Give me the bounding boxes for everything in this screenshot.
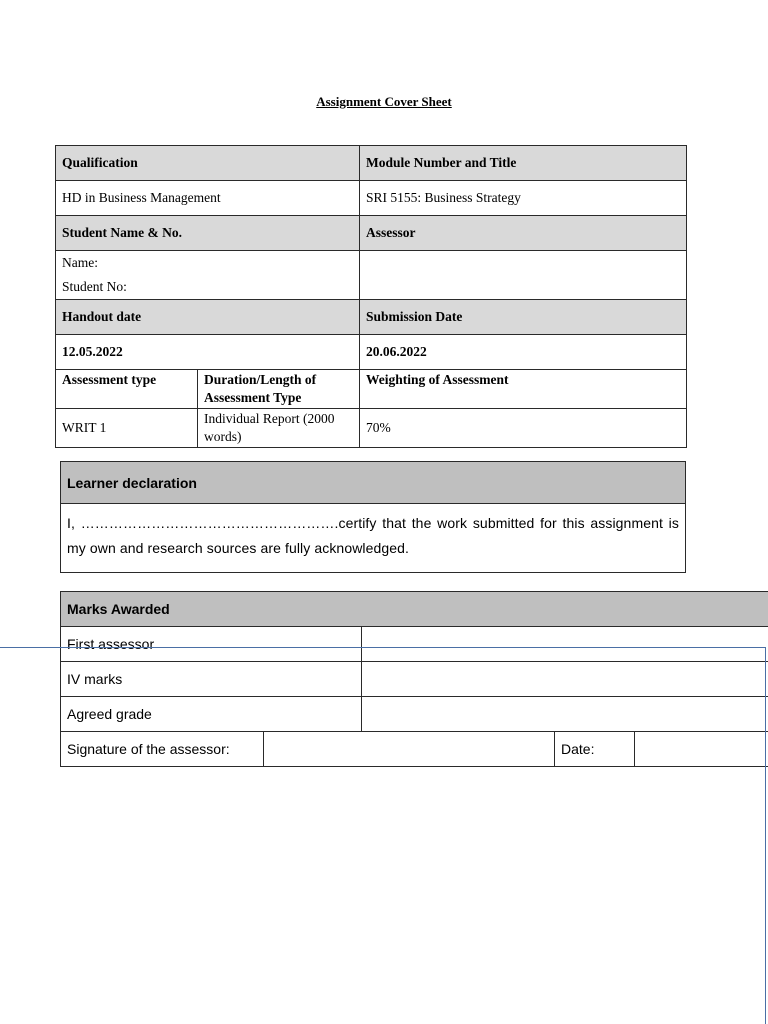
handout-value: 12.05.2022: [56, 335, 360, 370]
name-label: Name:: [62, 255, 98, 270]
iv-marks-field[interactable]: [362, 662, 768, 697]
student-details-cell[interactable]: [56, 251, 360, 300]
qualification-value: HD in Business Management: [56, 181, 360, 216]
handout-label: Handout date: [56, 300, 360, 335]
student-label: Student Name & No.: [56, 216, 360, 251]
declaration-text: I, ……………………………………………….certify that the work submitted for this assignment is my own and research sources are fully acknowledged.: [67, 515, 679, 556]
signature-label: Signature of the assessor:: [61, 732, 264, 767]
signature-field[interactable]: [264, 732, 555, 767]
marks-awarded-table: [60, 591, 768, 767]
page-margin-line-horizontal: [0, 647, 766, 648]
first-assessor-field[interactable]: [362, 627, 768, 662]
qualification-label: Qualification: [56, 146, 360, 181]
assessor-label: Assessor: [360, 216, 687, 251]
module-value: SRI 5155: Business Strategy: [360, 181, 687, 216]
type-label: Assessment type: [56, 370, 198, 409]
agreed-grade-field[interactable]: [362, 697, 768, 732]
assessor-value[interactable]: [360, 251, 687, 300]
type-value: WRIT 1: [56, 409, 198, 448]
marks-heading: Marks Awarded: [61, 592, 768, 627]
date-field[interactable]: [635, 732, 768, 767]
student-no-label: Student No:: [62, 279, 127, 294]
submission-label: Submission Date: [360, 300, 687, 335]
date-label: Date:: [555, 732, 635, 767]
duration-label: Duration/Length of Assessment Type: [198, 370, 360, 409]
page-margin-line-vertical: [765, 647, 766, 1024]
learner-declaration-box: [60, 461, 686, 573]
module-label: Module Number and Title: [360, 146, 687, 181]
declaration-heading: Learner declaration: [61, 462, 685, 504]
weighting-value: 70%: [360, 409, 687, 448]
document-title: Assignment Cover Sheet: [316, 94, 452, 109]
iv-marks-label: IV marks: [61, 662, 362, 697]
duration-value: Individual Report (2000 words): [198, 409, 360, 448]
submission-value: 20.06.2022: [360, 335, 687, 370]
agreed-grade-label: Agreed grade: [61, 697, 362, 732]
first-assessor-label: First assessor: [61, 627, 362, 662]
weighting-label: Weighting of Assessment: [360, 370, 687, 409]
assignment-info-table: [55, 145, 687, 448]
